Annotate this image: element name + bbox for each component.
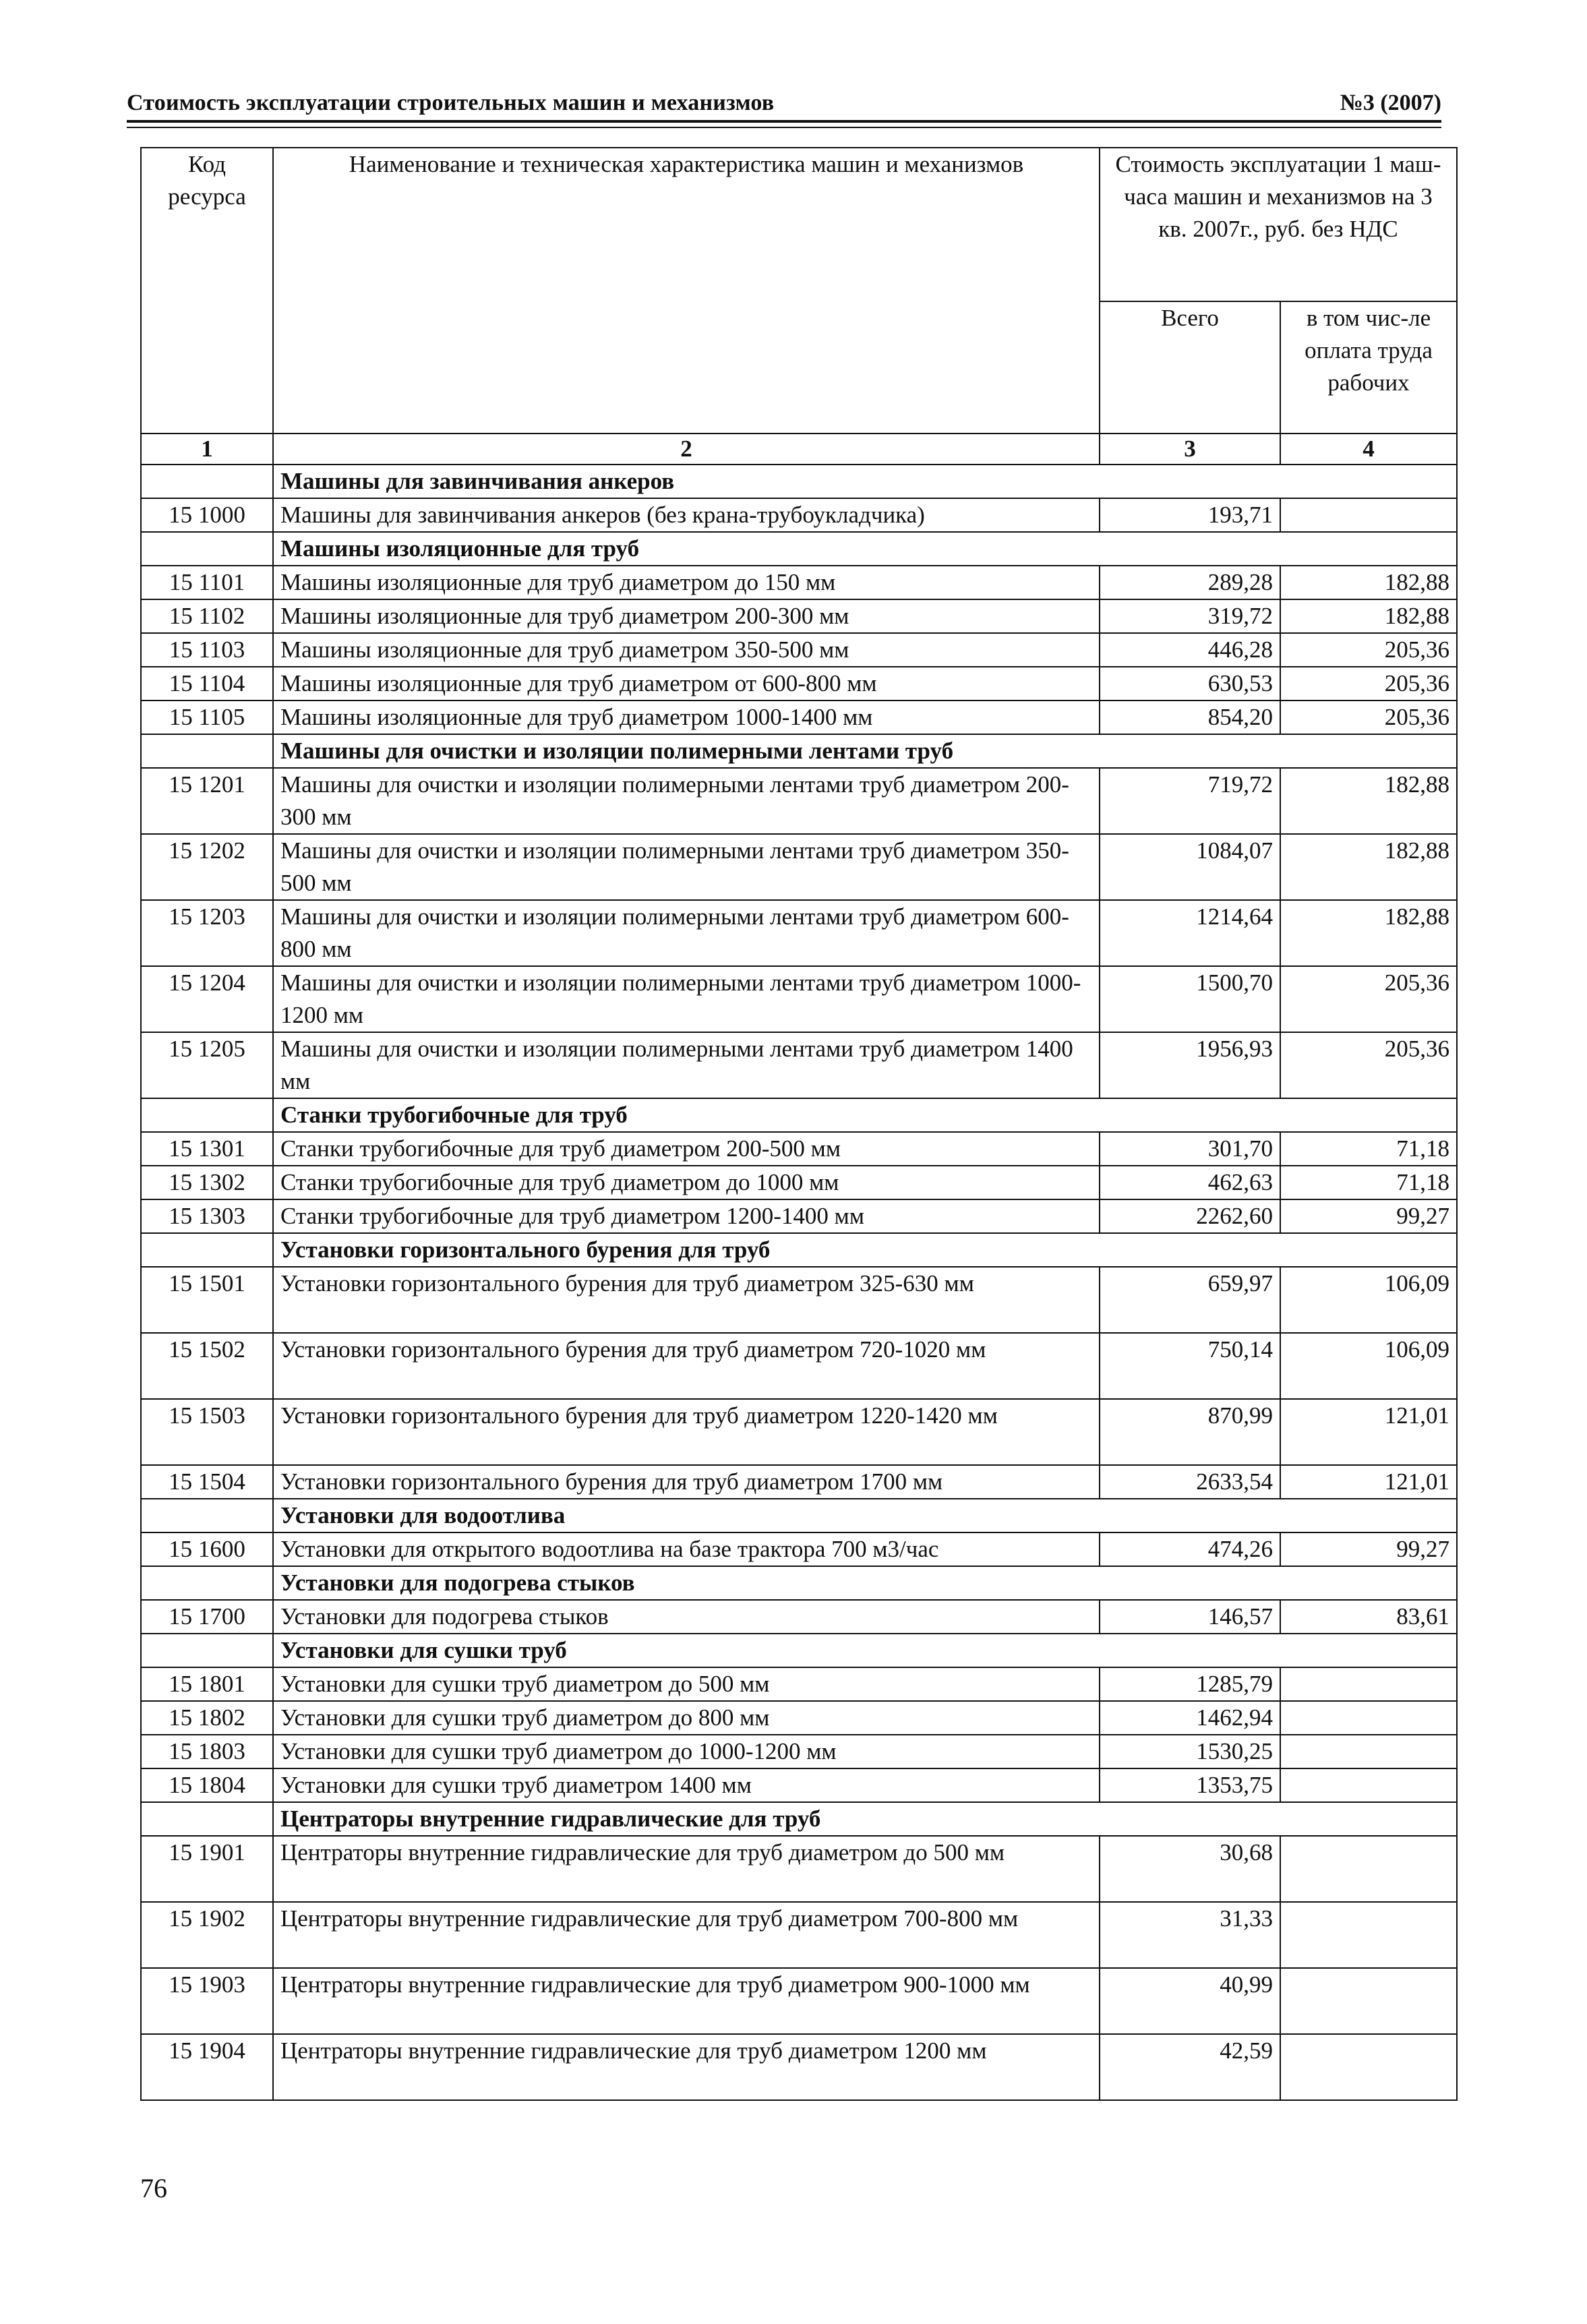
cost-labor: [1280, 1968, 1457, 2034]
cost-labor: [1280, 2034, 1457, 2100]
resource-name: Установки для сушки труб диаметром 1400 мм: [273, 1768, 1100, 1802]
cost-total: 1530,25: [1100, 1735, 1280, 1768]
cost-total: 1353,75: [1100, 1768, 1280, 1802]
resource-name: Установки для сушки труб диаметром до 1000-1200 мм: [273, 1735, 1100, 1768]
cost-total: 659,97: [1100, 1267, 1280, 1333]
cost-labor: 99,27: [1280, 1532, 1457, 1566]
resource-name: Машины изоляционные для труб диаметром 1000-1400 мм: [273, 701, 1100, 734]
table-row: [141, 1667, 1457, 1701]
resource-code: 15 1104: [141, 667, 273, 701]
resource-name: Установки для открытого водоотлива на базе трактора 700 м3/час: [273, 1532, 1100, 1566]
group-name: Машины изоляционные для труб: [273, 532, 1457, 566]
cost-labor: 205,36: [1280, 701, 1457, 734]
col-number-1: 1: [141, 434, 273, 465]
table-row: [141, 1600, 1457, 1634]
cost-labor: [1280, 1836, 1457, 1902]
resource-name: Центраторы внутренние гидравлические для труб диаметром до 500 мм: [273, 1836, 1100, 1902]
resource-name: Станки трубогибочные для труб диаметром 200-500 мм: [273, 1132, 1100, 1166]
cost-labor: 71,18: [1280, 1166, 1457, 1199]
group-row: [141, 465, 1457, 498]
group-name: Установки для водоотлива: [273, 1499, 1457, 1532]
cost-total: 1084,07: [1100, 834, 1280, 900]
group-name: Установки для сушки труб: [273, 1634, 1457, 1667]
cost-total: 1214,64: [1100, 900, 1280, 966]
cost-total: 870,99: [1100, 1399, 1280, 1465]
resource-name: Станки трубогибочные для труб диаметром 1200-1400 мм: [273, 1199, 1100, 1233]
resource-code: 15 1105: [141, 701, 273, 734]
cost-labor: [1280, 498, 1457, 532]
group-row: [141, 1098, 1457, 1132]
resource-code: 15 1103: [141, 633, 273, 667]
column-number-row: [141, 434, 1457, 465]
resource-code: 15 1301: [141, 1132, 273, 1166]
group-code-cell: [141, 532, 273, 566]
table-row: [141, 1532, 1457, 1566]
col-number-2: 2: [273, 434, 1100, 465]
cost-labor: [1280, 1768, 1457, 1802]
cost-labor: 205,36: [1280, 667, 1457, 701]
table-row: [141, 1267, 1457, 1333]
col-header-total: Всего: [1100, 301, 1280, 434]
cost-total: 1500,70: [1100, 966, 1280, 1032]
header-rule: [127, 120, 1441, 123]
table-row: [141, 1768, 1457, 1802]
page-number: 76: [140, 2173, 167, 2203]
cost-total: 193,71: [1100, 498, 1280, 532]
resource-code: 15 1801: [141, 1667, 273, 1701]
group-code-cell: [141, 1566, 273, 1600]
table-row: [141, 966, 1457, 1032]
col-number-3: 3: [1100, 434, 1280, 465]
cost-total: 2633,54: [1100, 1465, 1280, 1499]
cost-labor: 121,01: [1280, 1399, 1457, 1465]
resource-code: 15 1302: [141, 1166, 273, 1199]
group-code-cell: [141, 1098, 273, 1132]
cost-total: 719,72: [1100, 768, 1280, 834]
cost-total: 42,59: [1100, 2034, 1280, 2100]
group-code-cell: [141, 465, 273, 498]
table-row: [141, 1333, 1457, 1399]
table-row: [141, 900, 1457, 966]
resource-code: 15 1202: [141, 834, 273, 900]
resource-code: 15 1303: [141, 1199, 273, 1233]
resource-name: Установки для сушки труб диаметром до 800 мм: [273, 1701, 1100, 1735]
cost-total: 40,99: [1100, 1968, 1280, 2034]
resource-code: 15 1204: [141, 966, 273, 1032]
col-header-labor: в том чис-ле оплата труда рабочих: [1280, 301, 1457, 434]
col-header-name: Наименование и техническая характеристика машин и механизмов: [273, 148, 1100, 434]
group-name: Машины для очистки и изоляции полимерными лентами труб: [273, 734, 1457, 768]
table-row: [141, 1465, 1457, 1499]
table-row: [141, 1701, 1457, 1735]
cost-labor: 182,88: [1280, 599, 1457, 633]
cost-total: 462,63: [1100, 1166, 1280, 1199]
cost-table: [140, 147, 1458, 2101]
resource-code: 15 1804: [141, 1768, 273, 1802]
group-code-cell: [141, 1802, 273, 1836]
resource-code: 15 1101: [141, 566, 273, 599]
group-name: Машины для завинчивания анкеров: [273, 465, 1457, 498]
group-name: Установки горизонтального бурения для труб: [273, 1233, 1457, 1267]
cost-labor: 71,18: [1280, 1132, 1457, 1166]
cost-labor: 182,88: [1280, 768, 1457, 834]
table-row: [141, 768, 1457, 834]
cost-total: 1956,93: [1100, 1032, 1280, 1098]
table-row: [141, 667, 1457, 701]
header-title: Стоимость эксплуатации строительных машин и механизмов: [127, 90, 775, 115]
table-body: [141, 465, 1457, 2100]
resource-code: 15 1503: [141, 1399, 273, 1465]
group-row: [141, 532, 1457, 566]
resource-code: 15 1504: [141, 1465, 273, 1499]
resource-name: Машины изоляционные для труб диаметром от 600-800 мм: [273, 667, 1100, 701]
cost-total: 301,70: [1100, 1132, 1280, 1166]
cost-total: 31,33: [1100, 1902, 1280, 1968]
table-row: [141, 1199, 1457, 1233]
cost-labor: 121,01: [1280, 1465, 1457, 1499]
group-name: Станки трубогибочные для труб: [273, 1098, 1457, 1132]
resource-code: 15 1203: [141, 900, 273, 966]
resource-code: 15 1902: [141, 1902, 273, 1968]
resource-code: 15 1700: [141, 1600, 273, 1634]
resource-name: Центраторы внутренние гидравлические для труб диаметром 1200 мм: [273, 2034, 1100, 2100]
group-row: [141, 1566, 1457, 1600]
resource-name: Установки для сушки труб диаметром до 500 мм: [273, 1667, 1100, 1701]
cost-labor: [1280, 1902, 1457, 1968]
header-rule-thin: [127, 127, 1441, 128]
table-row: [141, 1902, 1457, 1968]
group-code-cell: [141, 1499, 273, 1532]
group-row: [141, 1802, 1457, 1836]
table-row: [141, 566, 1457, 599]
cost-total: 854,20: [1100, 701, 1280, 734]
resource-name: Машины изоляционные для труб диаметром до 150 мм: [273, 566, 1100, 599]
resource-code: 15 1502: [141, 1333, 273, 1399]
cost-labor: 83,61: [1280, 1600, 1457, 1634]
col-number-4: 4: [1280, 434, 1457, 465]
col-header-cost: Стоимость эксплуатации 1 маш-часа машин и механизмов на 3 кв. 2007г., руб. без НДС: [1100, 148, 1457, 301]
cost-total: 1285,79: [1100, 1667, 1280, 1701]
cost-labor: 182,88: [1280, 566, 1457, 599]
cost-labor: 205,36: [1280, 1032, 1457, 1098]
resource-name: Установки горизонтального бурения для труб диаметром 325-630 мм: [273, 1267, 1100, 1333]
resource-name: Установки горизонтального бурения для труб диаметром 1220-1420 мм: [273, 1399, 1100, 1465]
resource-code: 15 1802: [141, 1701, 273, 1735]
cost-total: 474,26: [1100, 1532, 1280, 1566]
table-row: [141, 834, 1457, 900]
group-row: [141, 1233, 1457, 1267]
cost-labor: 182,88: [1280, 900, 1457, 966]
col-header-code: Код ресурса: [141, 148, 273, 434]
resource-code: 15 1803: [141, 1735, 273, 1768]
header-issue: №3 (2007): [1340, 90, 1441, 115]
page-header: [127, 86, 1441, 124]
table-row: [141, 1032, 1457, 1098]
group-row: [141, 1499, 1457, 1532]
cost-labor: 182,88: [1280, 834, 1457, 900]
group-code-cell: [141, 1634, 273, 1667]
cost-total: 146,57: [1100, 1600, 1280, 1634]
table-row: [141, 599, 1457, 633]
resource-name: Центраторы внутренние гидравлические для труб диаметром 900-1000 мм: [273, 1968, 1100, 2034]
resource-name: Машины для очистки и изоляции полимерными лентами труб диаметром 1000-1200 мм: [273, 966, 1100, 1032]
resource-name: Центраторы внутренние гидравлические для труб диаметром 700-800 мм: [273, 1902, 1100, 1968]
resource-name: Установки горизонтального бурения для труб диаметром 720-1020 мм: [273, 1333, 1100, 1399]
group-code-cell: [141, 1233, 273, 1267]
cost-labor: [1280, 1735, 1457, 1768]
cost-total: 289,28: [1100, 566, 1280, 599]
cost-labor: [1280, 1701, 1457, 1735]
table-row: [141, 1132, 1457, 1166]
table-row: [141, 1836, 1457, 1902]
resource-name: Установки для подогрева стыков: [273, 1600, 1100, 1634]
cost-labor: 106,09: [1280, 1267, 1457, 1333]
table-row: [141, 1735, 1457, 1768]
resource-name: Машины для очистки и изоляции полимерными лентами труб диаметром 600-800 мм: [273, 900, 1100, 966]
group-row: [141, 1634, 1457, 1667]
resource-name: Машины для очистки и изоляции полимерными лентами труб диаметром 350-500 мм: [273, 834, 1100, 900]
resource-name: Машины изоляционные для труб диаметром 350-500 мм: [273, 633, 1100, 667]
table-row: [141, 633, 1457, 667]
cost-total: 446,28: [1100, 633, 1280, 667]
resource-name: Станки трубогибочные для труб диаметром до 1000 мм: [273, 1166, 1100, 1199]
resource-code: 15 1903: [141, 1968, 273, 2034]
resource-name: Установки горизонтального бурения для труб диаметром 1700 мм: [273, 1465, 1100, 1499]
cost-labor: 205,36: [1280, 966, 1457, 1032]
cost-total: 1462,94: [1100, 1701, 1280, 1735]
resource-code: 15 1600: [141, 1532, 273, 1566]
table-row: [141, 1399, 1457, 1465]
cost-total: 630,53: [1100, 667, 1280, 701]
resource-code: 15 1904: [141, 2034, 273, 2100]
cost-total: 750,14: [1100, 1333, 1280, 1399]
group-row: [141, 734, 1457, 768]
group-name: Центраторы внутренние гидравлические для труб: [273, 1802, 1457, 1836]
cost-labor: 205,36: [1280, 633, 1457, 667]
group-code-cell: [141, 734, 273, 768]
table-row: [141, 701, 1457, 734]
cost-total: 319,72: [1100, 599, 1280, 633]
resource-code: 15 1205: [141, 1032, 273, 1098]
resource-name: Машины для очистки и изоляции полимерными лентами труб диаметром 200-300 мм: [273, 768, 1100, 834]
cost-total: 30,68: [1100, 1836, 1280, 1902]
cost-labor: 99,27: [1280, 1199, 1457, 1233]
resource-code: 15 1102: [141, 599, 273, 633]
resource-code: 15 1501: [141, 1267, 273, 1333]
resource-code: 15 1901: [141, 1836, 273, 1902]
resource-code: 15 1201: [141, 768, 273, 834]
resource-code: 15 1000: [141, 498, 273, 532]
resource-name: Машины для завинчивания анкеров (без крана-трубоукладчика): [273, 498, 1100, 532]
resource-name: Машины для очистки и изоляции полимерными лентами труб диаметром 1400 мм: [273, 1032, 1100, 1098]
cost-labor: 106,09: [1280, 1333, 1457, 1399]
table-row: [141, 498, 1457, 532]
cost-labor: [1280, 1667, 1457, 1701]
cost-total: 2262,60: [1100, 1199, 1280, 1233]
group-name: Установки для подогрева стыков: [273, 1566, 1457, 1600]
table-row: [141, 2034, 1457, 2100]
table-row: [141, 1166, 1457, 1199]
resource-name: Машины изоляционные для труб диаметром 200-300 мм: [273, 599, 1100, 633]
table-row: [141, 1968, 1457, 2034]
